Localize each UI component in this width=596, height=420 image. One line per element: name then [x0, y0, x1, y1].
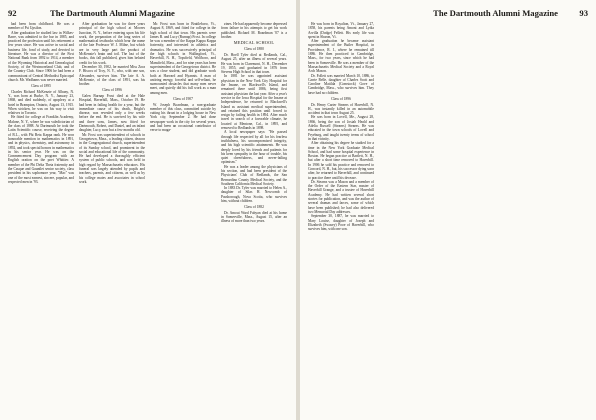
- body-paragraph: In 1883 Dr. Tyler was married to Helen A., daughter of Silas H. Newcomb of Passborough, Nova Scotia, who survives him, without children.: [221, 186, 287, 204]
- body-paragraph: After graduation he was for three years principal of the high school at Moores Junction, N. Y., before entering upon his life work, the preparation of the long series of mathematical textbooks which bear the name of the late Professor W. J. Milne, but which are in very large part the product of McKenzie's brain and toil. The last of the books, this fall published, gives him belated credit for his work.: [79, 22, 145, 65]
- text-column-4: [521, 22, 587, 417]
- running-title: The Dartmouth Alumni Magazine: [50, 8, 175, 18]
- body-paragraph: He fitted for college at Franklin Academy, Malone, N. Y., where he was valedictorian of the class of 1888. At Dartmouth he took the Latin Scientific course, receiving the degree of B.L., with Phi Beta Kappa rank. He won honorable mention in mathematics in 1891, and in physics, chemistry, and astronomy in 1892, and took special honors in mathematics in his senior year. He was on the Commencement Day program with an English oration on the poet Whittier. A member of the Phi Delta Theta fraternity and the Casque and Gauntlet senior society, class president in his sophomore year, "Mac" was one of the most earnest, sincere, popular, and respected men in '93.: [8, 115, 74, 184]
- body-paragraph: He was born in Royalton, Vt., January 27, 1858, his parents being Amoni and Lydia Arvilla (Dodge) Fellett. His early life was spent in Sharon, Vt.: [308, 22, 374, 39]
- running-head: [308, 7, 588, 19]
- class-heading: Class of 1895: [31, 83, 51, 88]
- text-column-2: [379, 22, 445, 417]
- body-paragraph: December 30, 1902, he married Miss Zora F. Hiscox of Troy, N. Y., who, with one son, Alexander, survives him. The late A. A. McKenzie, of the class of 1891, was his brother.: [79, 64, 145, 87]
- class-heading: Class of 1907: [173, 96, 193, 101]
- body-paragraph: A local newspaper says: "He passed through life respected by all for his fearless truthfulness, his uncompromised integrity, and his high scientific attainments. He was deeply loved by his friends and patients for his keen sympathy in the hour of trouble, his quiet cheerfulness, and never-failing optimism.": [221, 130, 287, 165]
- body-paragraph: He was a leader among the physicians of his section, and had been president of the Physicians' Club of Redlands, the San Bernardino County Medical Society, and the Southern California Medical Society.: [221, 164, 287, 186]
- body-paragraph: had been from childhood. He was a member of Psi Upsilon.: [8, 22, 74, 31]
- running-head: [8, 7, 288, 19]
- body-paragraph: In 1881 he was appointed assistant physician in the New York City Hospital for the Insane, on Blackwell's Island, and remained there until 1886, being first assistant physician the last year. After a year's service in the Iowa Hospital for the Insane at Independence, he returned to Blackwell's Island as assistant medical superintendent, and retained this position until forced to resign by failing health in 1894. After much travel in search of a favorable climate, he located at Mentone, Cal., in 1895, and removed to Redlands in 1898.: [221, 74, 287, 131]
- text-column-2: [79, 22, 145, 417]
- body-paragraph: He was born in Lovell, Me., August 28, 1866, being the son of Josiah Heald and Adelia Russell (Stearns) Stearns. He was educated in the town schools of Lovell and Fryeburg, and taught twenty terms of school in that vicinity.: [308, 115, 374, 141]
- class-heading: Class of 1882: [244, 204, 264, 209]
- body-paragraph: After graduation he studied law in Wilkes-Barre, was admitted to the bar in 1885, and practiced the profession until his retirement a few years since. He was active in social and business life, fond of study, and devoted to literature. He was a director of the First National Bank from 1892 to 1914, a member of the Wyoming Historical and Genealogical Society, of the Westmoreland Club, and of the Country Club. Since 1906 he had been a communicant of Central Methodist Episcopal church. Mr. Wadhams was never married.: [8, 30, 74, 82]
- text-column-3: [450, 22, 516, 417]
- body-paragraph: Galen Burnap Frost died at the Hale Hospital, Haverhill, Mass., October 19. He had been in failing health for a year, but the immediate cause of his death, Bright's disease, was revealed only a few weeks before the end. He is survived by his wife and three sons, James, now fitted for Dartmouth, Robert, and Daniel, and an infant daughter, Lucy, now but a few months old.: [79, 93, 145, 133]
- left-page: [0, 0, 296, 420]
- right-page: [300, 0, 596, 420]
- section-heading: MEDICAL SCHOOL: [233, 40, 275, 46]
- class-heading: Class of 1880: [244, 47, 264, 52]
- body-paragraph: Dr. Stearns was a Mason and a member of the Order of the Eastern Star, master of Haverhill Grange, and a trustee of Haverhill Academy. He had written several short stories for publication, and was the author of several dramas and farces, some of which have been published; he had also delivered two Memorial Day addresses.: [308, 179, 374, 214]
- body-paragraph: Dr. Hoell Tyler died at Redlands, Cal., August 25, after an illness of several years. He was born in Claremont, N. H., December 19, 1855, and graduated in 1876 from Stevens High School in that town.: [221, 52, 287, 75]
- body-paragraph: Dr. Henry Carter Stearns of Haverhill, N. H., was instantly killed in an automobile accident in that town August 25.: [308, 102, 374, 116]
- class-heading: Class of 1896: [102, 88, 122, 93]
- running-title: The Dartmouth Alumni Magazine: [433, 8, 558, 18]
- body-paragraph: W. Joseph Boardman, a non-graduate member of this class, committed suicide by cutting his throat in a lodging house in New York city, September 2. He had done newspaper work in the city for several years, and had been an occasional contributor of verse to maga-: [150, 102, 216, 133]
- text-column-3: [150, 22, 216, 417]
- body-paragraph: Mr. Frost was born in Brattleboro, Vt., August 8, 1869, and fitted for college in the high school of that town. His parents were James B. and Lucy (Burnap) Frost. In college he was a member of the Kappa Kappa Kappa fraternity, and interested in athletics and dramatics. He was successively principal of the high schools in Wallingford, Vt., Haverhill, N. H., Topsfield, Wolfboro, and Mansfield, Mass., and for nine years has been superintendent of the Georgetown district. He was a close student, and did graduate work both at Harvard and Hyannis. A man of untiring energy, forceful and self-reliant, he surmounted obstacles that many men never meet, and quietly did his full work as a man among men.: [150, 22, 216, 95]
- body-paragraph: Charles Richard McKenzie of Albany, N. Y., was born at Burke, N. Y., January 23, 1868, and died suddenly, of apoplexy at a hotel in Brampton, Ontario, August 13, 1915. When stricken, he was on his way to visit relatives in Toronto.: [8, 89, 74, 116]
- text-column-1: [308, 22, 374, 417]
- body-paragraph: September 30, 1887, he was married to Mary Louise, daughter of Joseph and Elizabeth (Swasey) Pooe of Haverhill, who survives him, with one son.: [308, 214, 374, 232]
- text-column-4: [221, 22, 287, 417]
- class-heading: Class of 1896: [331, 96, 351, 101]
- body-paragraph: Dr. Amoui Ward Fabyan died at his home in Somerville, Mass., August 15, after an illness of more than two years.: [221, 210, 287, 224]
- body-paragraph: Dr. Follett was married March 10, 1886, to Carrie Belle, daughter of Charles Scott and Caroline Matilda (Comstock) Gove of Cambridge, Mass., who survives him. They have had no children.: [308, 73, 374, 95]
- body-paragraph: After obtaining his degree he studied for a time in the New York Graduate Medical School, and had some hospital experience in Boston. He began practice at Bartlett, N. H., but after a short time removed to Haverhill. In 1906 he sold his practice and removed to Concord, N. H., but, his successor dying soon after, he returned to Haverhill, and continued to practice there until his decease.: [308, 141, 374, 180]
- page-number: 92: [8, 8, 17, 18]
- body-paragraph: Mr. Frost was superintendent of schools in Georgetown, Mass., a leading citizen, deacon in the Congregational church, superintendent of its Sunday school, and prominent in the social and educational life of the community. He had developed a thoroughly efficient system of public schools, and was held in high regard by Massachusetts educators. His funeral was largely attended by pupils and teachers, parents, and citizens, as well as by his college mates and associates in school work.: [79, 132, 145, 184]
- body-paragraph: zines. He had apparently become depressed from failure in his attempts to get his work published. Richard M. Boardman '07 is a brother.: [221, 22, 287, 39]
- page-number: 93: [579, 8, 588, 18]
- text-column-1: [8, 22, 74, 417]
- body-paragraph: After graduation he became assistant superintendent of the Butler Hospital, in Providence, R. I., where he remained till 1886. He then practiced in Cambridge, Mass., for two years, since which he had been in Somerville. He was a member of the Massachusetts Medical Society and a Royal Arch Mason.: [308, 39, 374, 74]
